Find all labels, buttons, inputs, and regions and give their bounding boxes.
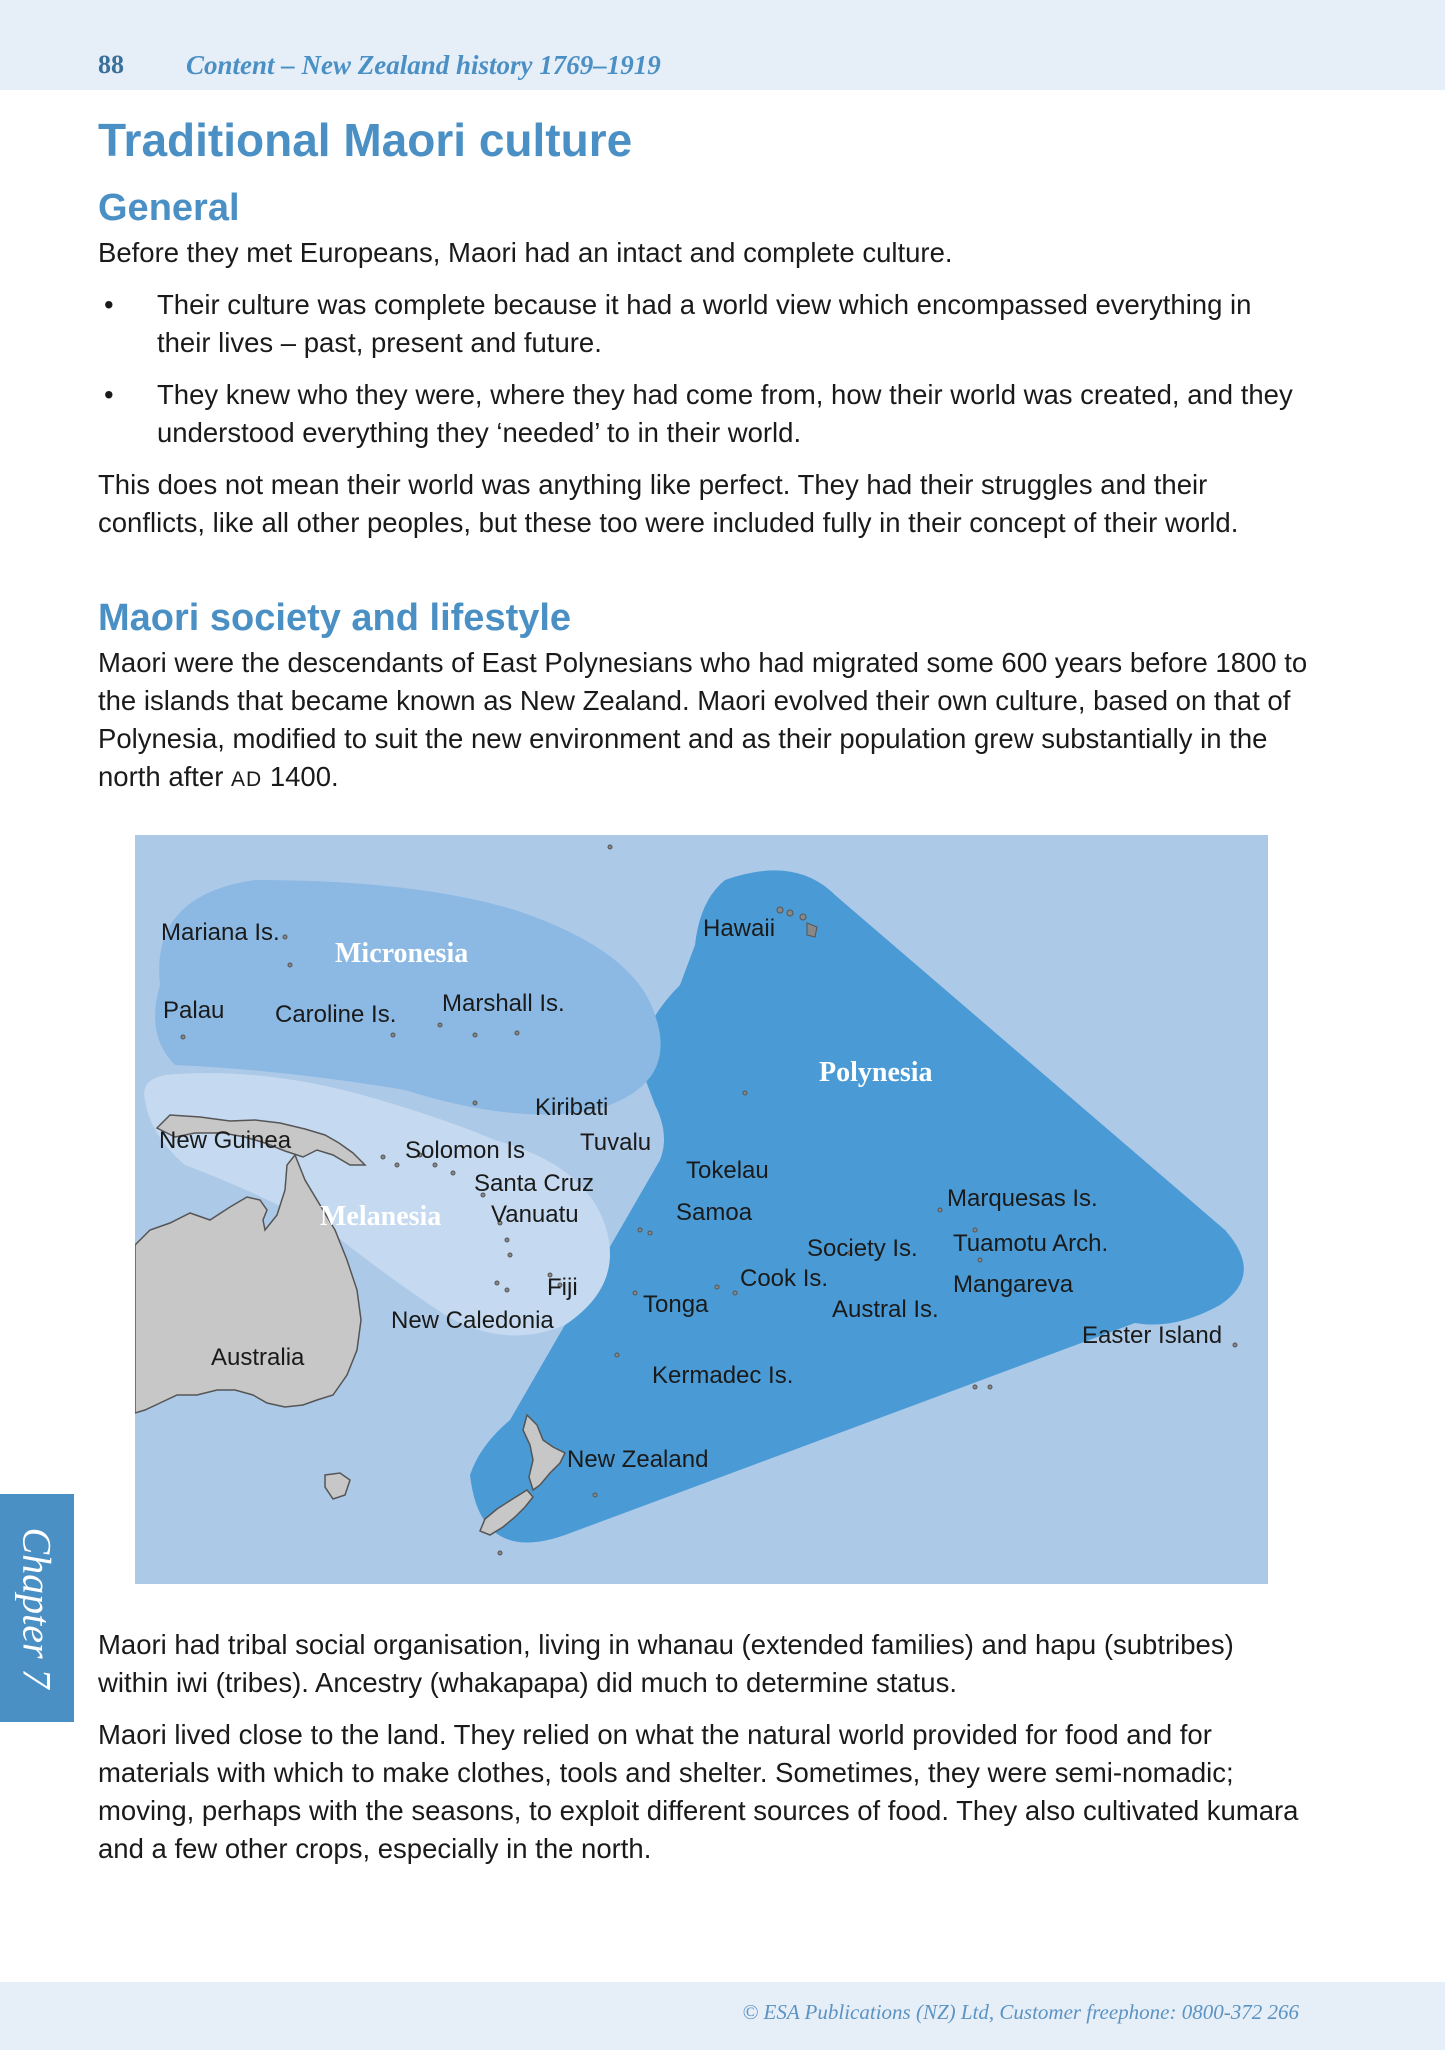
society-para-1-end: 1400.	[262, 761, 339, 792]
society-para-3: Maori lived close to the land. They relied on what the natural world provided for food and for materials with which to make clothes, tools and shelter. Sometimes, they were semi-nomadic; moving, perhaps with the seasons, to exploit different sources of food. They also cultivated kumara and a few other crops, especially in the north.	[98, 1719, 1299, 1864]
place-label-hawaii: Hawaii	[703, 915, 776, 942]
bullet-text: They knew who they were, where they had come from, how their world was created, and they understood everything they ‘needed’ to in their world.	[157, 379, 1293, 448]
place-label-austral: Austral Is.	[832, 1296, 939, 1323]
place-label-caroline: Caroline Is.	[275, 1001, 397, 1028]
place-label-tuamotu: Tuamotu Arch.	[953, 1230, 1109, 1257]
place-label-tokelau: Tokelau	[686, 1157, 769, 1184]
island-dot	[973, 1385, 977, 1389]
island-dot	[777, 907, 783, 913]
island-dot	[288, 963, 292, 967]
place-label-easter: Easter Island	[1082, 1322, 1223, 1349]
section-heading-general: General	[98, 187, 240, 229]
place-label-kermadec: Kermadec Is.	[652, 1362, 794, 1389]
page-number: 88	[98, 50, 124, 79]
island-dot	[395, 1163, 399, 1167]
island-dot	[1233, 1343, 1237, 1347]
place-label-new-caledonia: New Caledonia	[391, 1307, 554, 1334]
place-label-fiji: Fiji	[547, 1274, 578, 1301]
society-para-1-text: Maori were the descendants of East Polynesians who had migrated some 600 years before 1800 to the islands that became known as New Zealand. Maori evolved their own culture, based on that of Polynesia, modified to suit the new environment and as their population grew substantially in the north after	[98, 647, 1308, 792]
place-label-new-guinea: New Guinea	[159, 1127, 292, 1154]
island-dot	[938, 1208, 942, 1212]
general-intro: Before they met Europeans, Maori had an intact and complete culture.	[98, 237, 953, 268]
footer-copyright: © ESA Publications (NZ) Ltd, Customer freephone: 0800-372 266	[742, 2000, 1299, 2024]
island-dot	[978, 1258, 982, 1262]
running-head: Content – New Zealand history 1769–1919	[186, 50, 661, 80]
pacific-map-svg	[135, 835, 1268, 1584]
region-label-melanesia: Melanesia	[320, 1201, 442, 1232]
island-dot	[473, 1033, 477, 1037]
place-label-society: Society Is.	[807, 1235, 918, 1262]
region-label-micronesia: Micronesia	[335, 938, 469, 969]
chapter-tab	[0, 1494, 74, 1722]
place-label-vanuatu: Vanuatu	[491, 1201, 579, 1228]
island-dot	[283, 935, 287, 939]
place-label-kiribati: Kiribati	[535, 1094, 609, 1121]
island-dot	[381, 1155, 385, 1159]
page-content	[98, 108, 1308, 1882]
place-label-new-zealand: New Zealand	[567, 1446, 709, 1473]
general-bullet-list	[98, 286, 1308, 452]
island-dot	[648, 1231, 652, 1235]
place-label-tuvalu: Tuvalu	[580, 1129, 652, 1156]
section-heading-society: Maori society and lifestyle	[98, 597, 572, 639]
place-label-mariana: Mariana Is.	[161, 919, 280, 946]
island-dot	[733, 1291, 737, 1295]
place-label-cook: Cook Is.	[740, 1265, 829, 1292]
chapter-tab-label: Chapter 7	[14, 1527, 60, 1689]
island-dot	[438, 1023, 442, 1027]
island-dot	[800, 914, 806, 920]
bullet-icon: •	[104, 289, 114, 320]
place-label-samoa: Samoa	[676, 1199, 753, 1226]
island-dot	[515, 1031, 519, 1035]
bullet-text: Their culture was complete because it had a world view which encompassed everything in their lives – past, present and future.	[157, 289, 1252, 358]
place-label-solomon: Solomon Is	[405, 1137, 526, 1164]
society-para-2: Maori had tribal social organisation, living in whanau (extended families) and hapu (subtribes) within iwi (tribes). Ancestry (whakapapa) did much to determine status.	[98, 1629, 1234, 1698]
island-dot	[505, 1238, 509, 1242]
island-dot	[638, 1228, 642, 1232]
island-dot	[608, 845, 612, 849]
island-dot	[988, 1385, 992, 1389]
place-label-mangareva: Mangareva	[953, 1271, 1074, 1298]
place-label-australia: Australia	[211, 1344, 305, 1371]
island-dot	[508, 1253, 512, 1257]
bullet-icon: •	[104, 379, 114, 410]
island-dot	[505, 1288, 509, 1292]
island-dot	[473, 1101, 477, 1105]
island-dot	[715, 1285, 719, 1289]
island-dot	[615, 1353, 619, 1357]
island-dot	[787, 910, 793, 916]
society-para-1	[98, 644, 1308, 799]
era-ad: AD	[231, 768, 263, 791]
island-dot	[495, 1281, 499, 1285]
place-label-santa-cruz: Santa Cruz	[474, 1170, 595, 1197]
footer-band	[0, 1982, 1445, 2050]
pacific-map	[135, 835, 1268, 1584]
place-label-tonga: Tonga	[643, 1291, 709, 1318]
place-label-marquesas: Marquesas Is.	[947, 1185, 1098, 1212]
island-dot	[391, 1033, 395, 1037]
island-dot	[181, 1035, 185, 1039]
region-label-polynesia: Polynesia	[819, 1057, 933, 1088]
island-dot	[451, 1171, 455, 1175]
bullet-item	[98, 286, 1308, 362]
island-dot	[498, 1551, 502, 1555]
page-title: Traditional Maori culture	[98, 114, 633, 166]
bullet-item	[98, 376, 1308, 452]
island-dot	[593, 1493, 597, 1497]
island-dot	[743, 1091, 747, 1095]
general-closing: This does not mean their world was anything like perfect. They had their struggles and their conflicts, like all other peoples, but these too were included fully in their concept of their world.	[98, 469, 1239, 538]
island-dot	[633, 1291, 637, 1295]
place-label-marshall: Marshall Is.	[442, 990, 565, 1017]
place-label-palau: Palau	[163, 997, 225, 1024]
